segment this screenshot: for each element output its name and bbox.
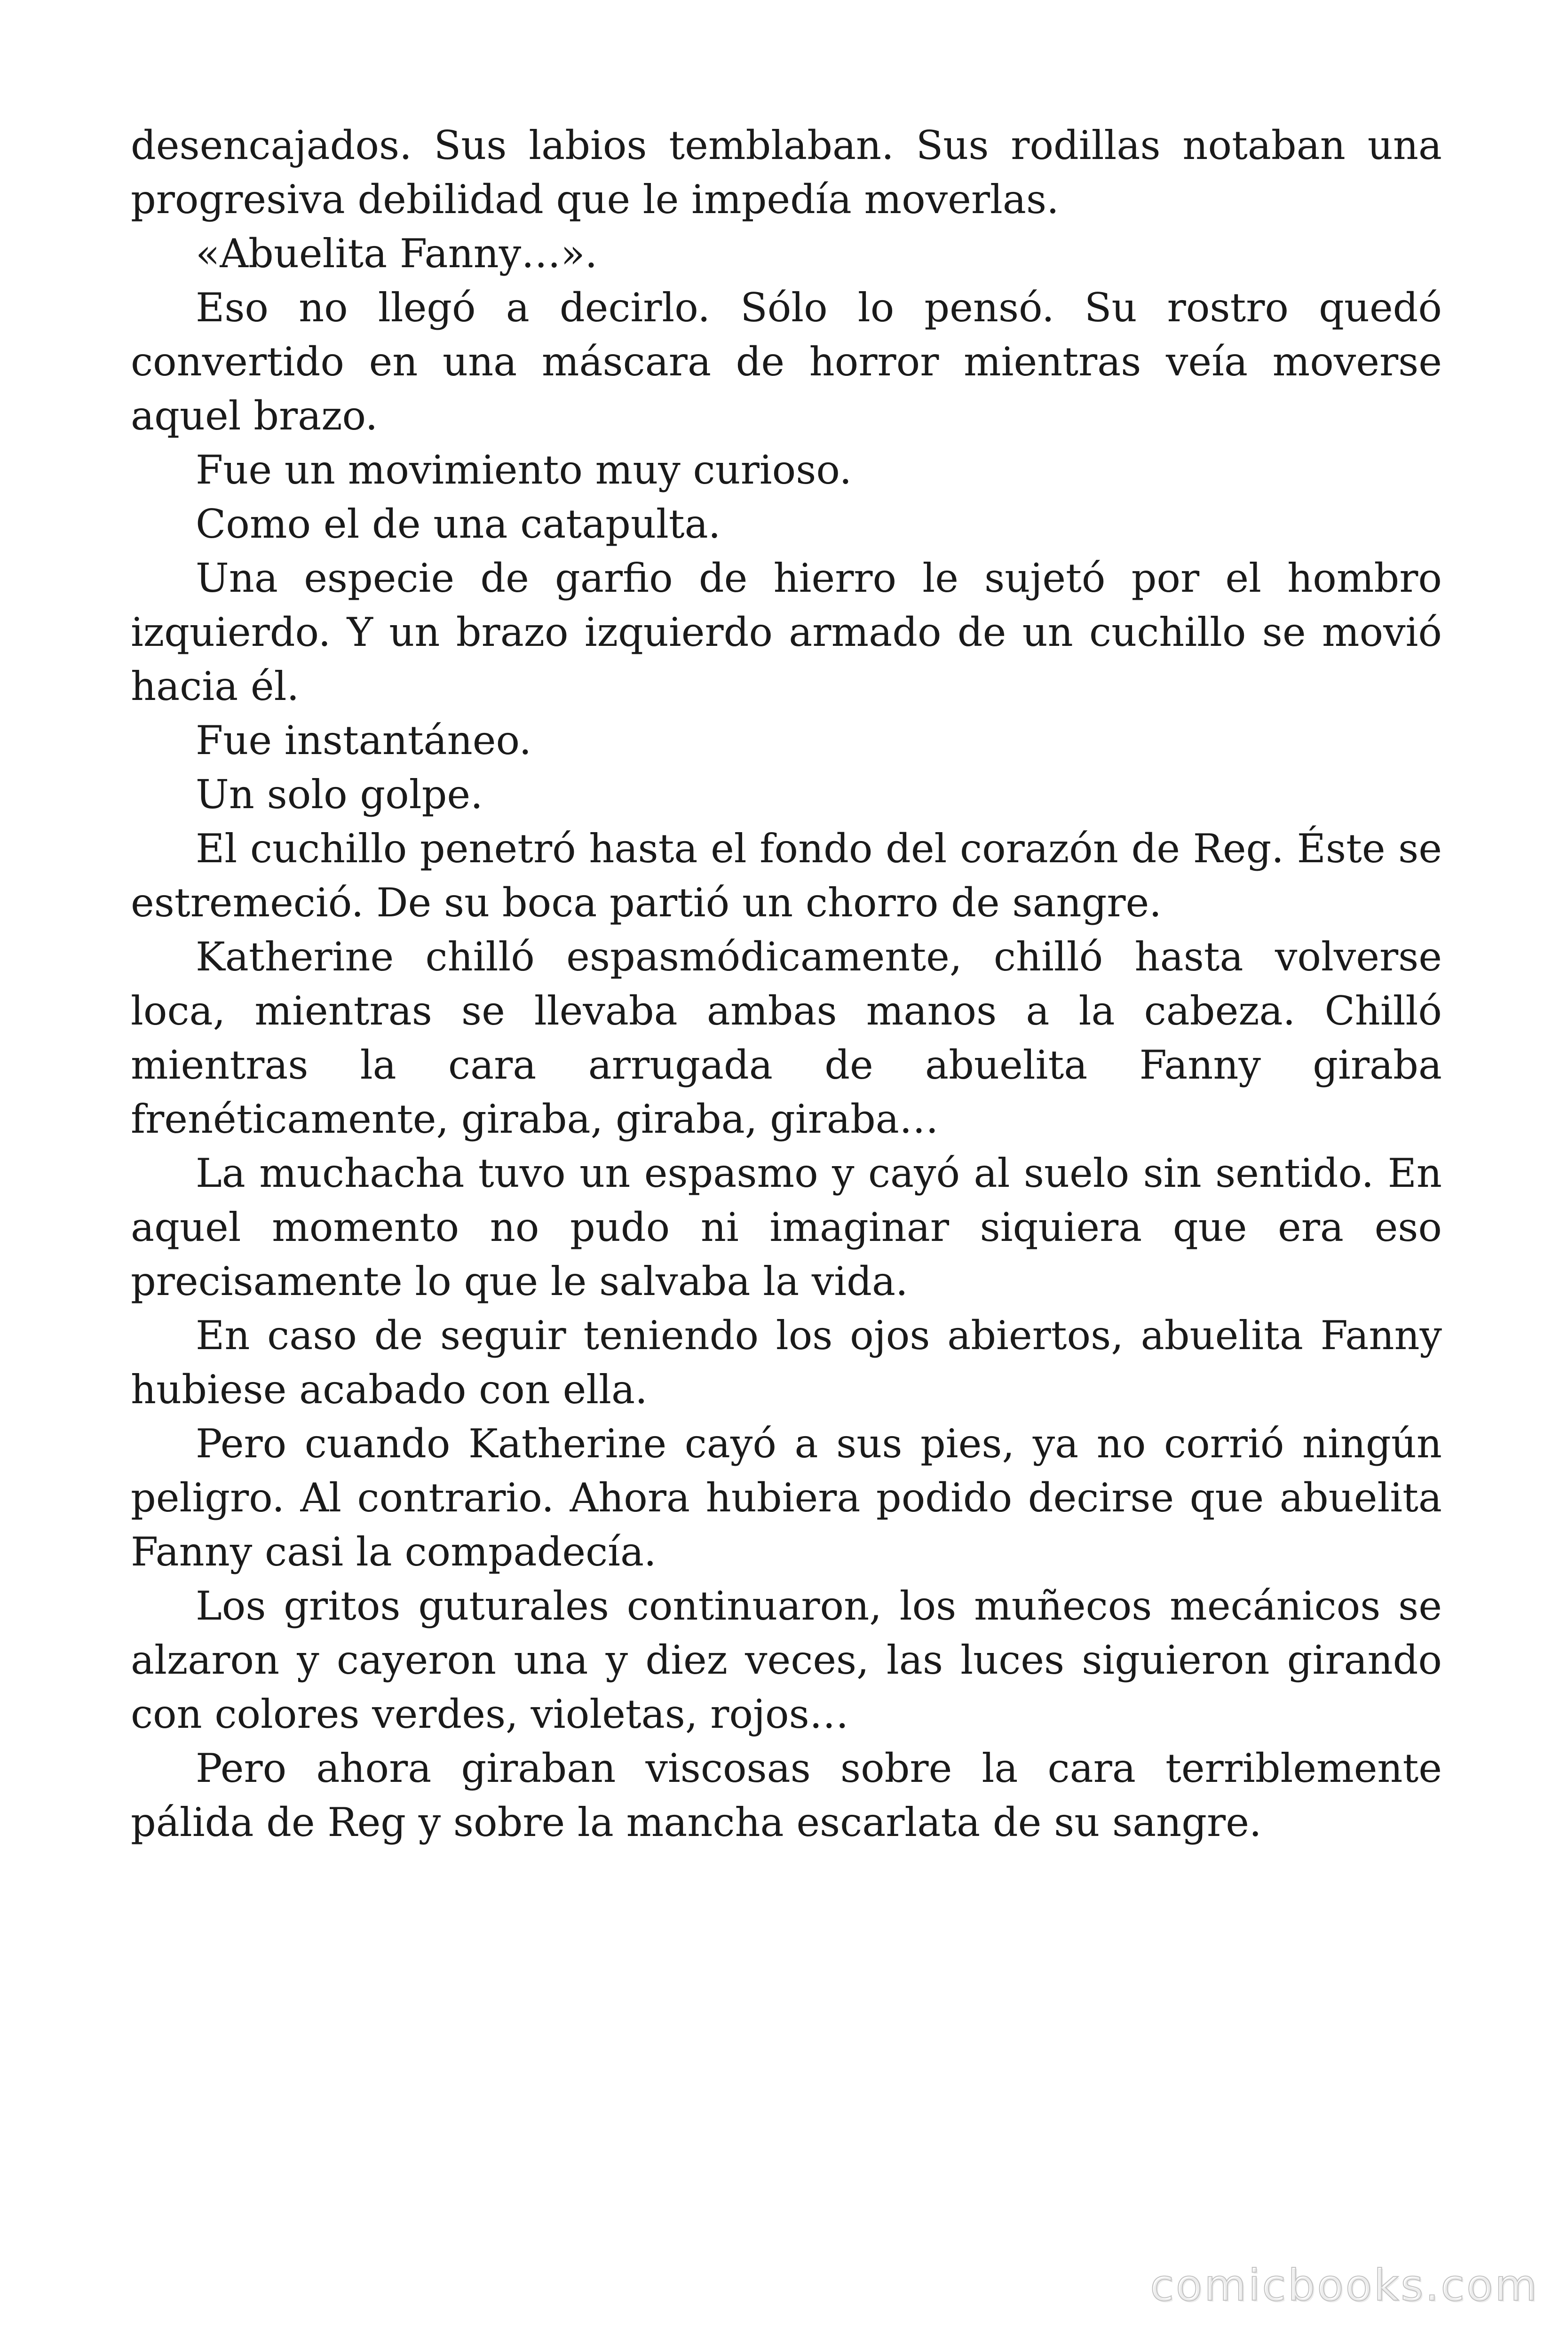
- paragraph-6: Una especie de garfio de hierro le sujetó por el hombro izquierdo. Y un brazo izquierdo armado de un cuchillo se movió hacia él.: [131, 555, 1442, 709]
- paragraph-8: Un solo golpe.: [196, 771, 483, 818]
- paragraph-7: Fue instantáneo.: [196, 717, 532, 763]
- paragraph-1: desencajados. Sus labios temblaban. Sus rodillas notaban una progresiva debilidad que le impedía moverlas.: [131, 122, 1442, 222]
- paragraph-15: Pero ahora giraban viscosas sobre la cara terriblemente pálida de Reg y sobre la mancha escarlata de su sangre.: [131, 1745, 1442, 1845]
- paragraph-12: En caso de seguir teniendo los ojos abiertos, abuelita Fanny hubiese acabado con ella.: [131, 1312, 1442, 1413]
- watermark: comicbooks.com: [1150, 2260, 1539, 2311]
- paragraph-10: Katherine chilló espasmódicamente, chilló hasta volverse loca, mientras se llevaba ambas manos a la cabeza. Chilló mientras la cara arrugada de abuelita Fanny giraba frenéticamente, giraba, giraba, giraba…: [131, 934, 1442, 1142]
- paragraph-14: Los gritos guturales continuaron, los muñecos mecánicos se alzaron y cayeron una y diez veces, las luces siguieron girando con colores verdes, violetas, rojos…: [131, 1583, 1442, 1737]
- paragraph-3: Eso no llegó a decirlo. Sólo lo pensó. Su rostro quedó convertido en una máscara de horror mientras veía moverse aquel brazo.: [131, 285, 1442, 439]
- paragraph-4: Fue un movimiento muy curioso.: [196, 447, 852, 493]
- paragraph-11: La muchacha tuvo un espasmo y cayó al suelo sin sentido. En aquel momento no pudo ni imaginar siquiera que era eso precisamente lo que le salvaba la vida.: [131, 1150, 1442, 1304]
- paragraph-9: El cuchillo penetró hasta el fondo del corazón de Reg. Éste se estremeció. De su boca partió un chorro de sangre.: [131, 826, 1442, 926]
- body-text: [131, 119, 1442, 1850]
- paragraph-13: Pero cuando Katherine cayó a sus pies, ya no corrió ningún peligro. Al contrario. Ahora hubiera podido decirse que abuelita Fanny casi la compadecía.: [131, 1421, 1442, 1575]
- paragraph-5: Como el de una catapulta.: [196, 501, 721, 547]
- paragraph-2: «Abuelita Fanny…».: [196, 230, 598, 277]
